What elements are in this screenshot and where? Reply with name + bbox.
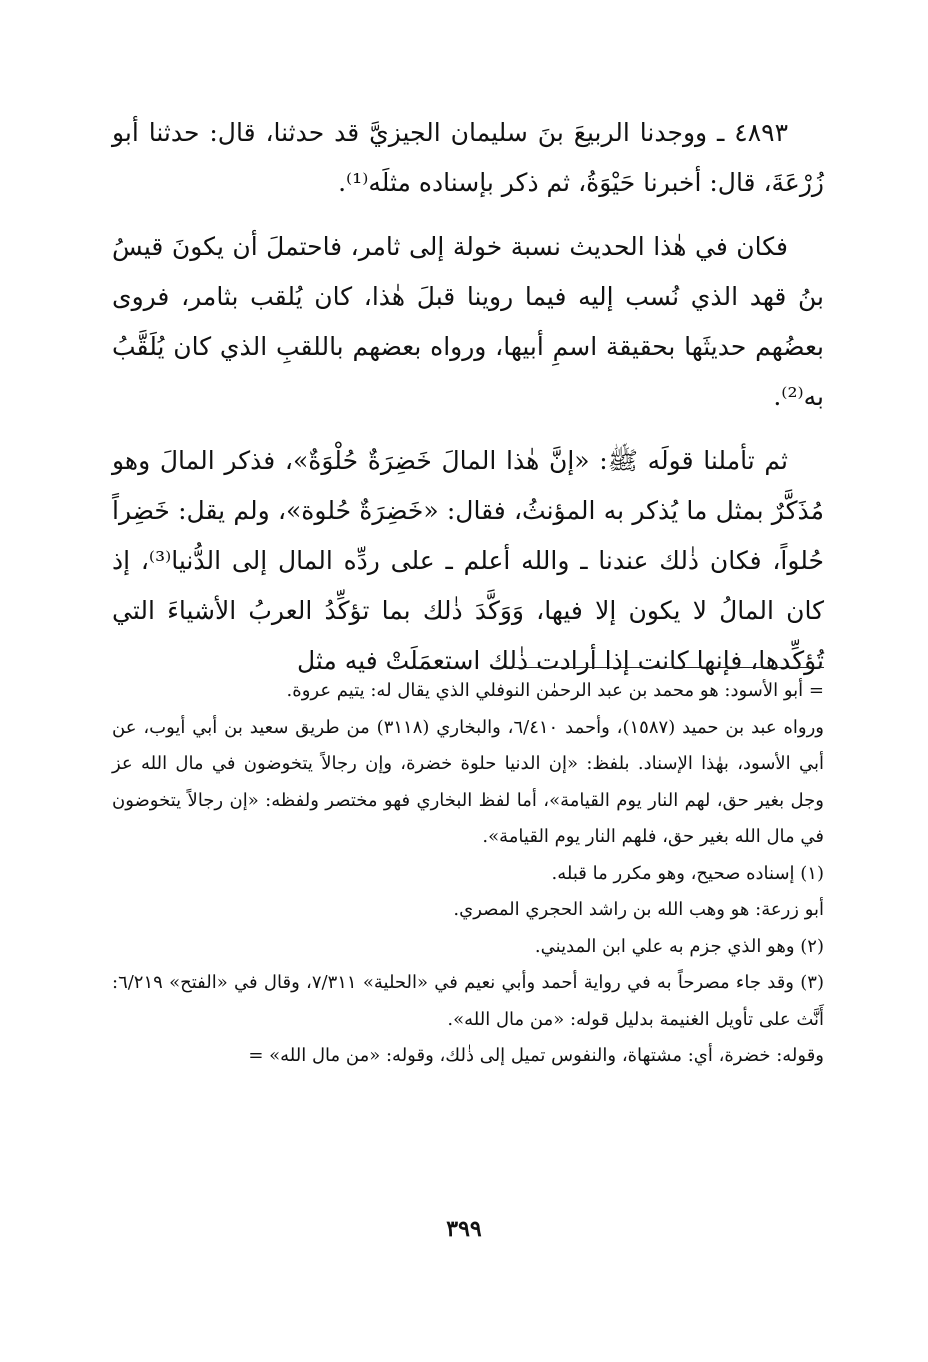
commentary-paragraph-1: فكان في هٰذا الحديث نسبة خولة إلى ثامر، فاحتملَ أن يكونَ قيسُ بنُ قهد الذي نُسب إليه فيما روينا قبلَ هٰذا، كان يُلقب بثامر، فروى بعضُهم حديثَها بحقيقة اسمِ أبيها، ورواه بعضهم باللقبِ الذي كان يُلَقَّبُ به⁽²⁾. bbox=[112, 232, 824, 411]
commentary-paragraph-2: ثم تأملنا قولَه ﷺ: «إنَّ هٰذا المالَ خَضِرَةٌ حُلْوَةٌ»، فذكر المالَ وهو مُذَكَّرٌ بمثل ما يُذكر به المؤنثُ، فقال: «خَضِرَةٌ حُلوة»، ولم يقل: خَضِراً حُلواً، فكان ذٰلك عندنا ـ والله أعلم ـ على ردِّه المال إلى الدُّنيا⁽³⁾، إذ كان المالُ لا يكون إلا فيها، وَوَكَّدَ ذٰلك بما تؤكِّدُ العربُ الأشياءَ التي تُؤكِّدها، فإنها كانت إذا أرادت ذٰلك استعمَلَتْ فيه مثل bbox=[112, 446, 825, 675]
footnote-separator bbox=[494, 667, 824, 668]
footnote-3-continuation: وقوله: خضرة، أي: مشتهاة، والنفوس تميل إلى ذٰلك، وقوله: «من مال الله» = bbox=[248, 1045, 824, 1066]
page-number: ٣٩٩ bbox=[446, 1216, 482, 1242]
footnotes bbox=[112, 673, 824, 1075]
footnote-1: (١) إسناده صحيح، وهو مكرر ما قبله. bbox=[551, 862, 824, 884]
footnote-2: (٢) وهو الذي جزم به علي ابن المديني. bbox=[534, 935, 824, 957]
footnote-1-narrator: أبو زرعة: هو وهب الله بن راشد الحجري المصري. bbox=[453, 899, 824, 920]
footnote-continuation-narration: ورواه عبد بن حميد (١٥٨٧)، وأحمد ٦/٤١٠، والبخاري (٣١١٨) من طريق سعيد بن أبي أيوب، عن أبي الأسود، بهٰذا الإسناد. بلفظ: «إن الدنيا حلوة خضرة، وإن رجالاً يتخوضون في مال الله عز وجل بغير حق، لهم النار يوم القيامة»، أما لفظ البخاري فهو مختصر ولفظه: «إن رجالاً يتخوضون في مال الله بغير حق، فلهم النار يوم القيامة». bbox=[112, 716, 824, 847]
main-text bbox=[112, 108, 824, 686]
hadith-4893-paragraph: ٤٨٩٣ ـ ووجدنا الربيعَ بنَ سليمان الجيزيَّ قد حدثنا، قال: حدثنا أبو زُرْعَةَ، قال: أخبرنا حَيْوَةُ، ثم ذكر بإسناده مثلَه⁽¹⁾. bbox=[112, 118, 824, 197]
footnote-3: (٣) وقد جاء مصرحاً به في رواية أحمد وأبي نعيم في «الحلية» ٧/٣١١، وقال في «الفتح» ٦/٢١٩: أَنَّث على تأويل الغنيمة بدليل قوله: «من مال الله». bbox=[112, 972, 824, 1030]
footnote-continuation: = أبو الأسود: هو محمد بن عبد الرحمٰن النوفلي الذي يقال له: يتيم عروة. bbox=[286, 680, 824, 701]
